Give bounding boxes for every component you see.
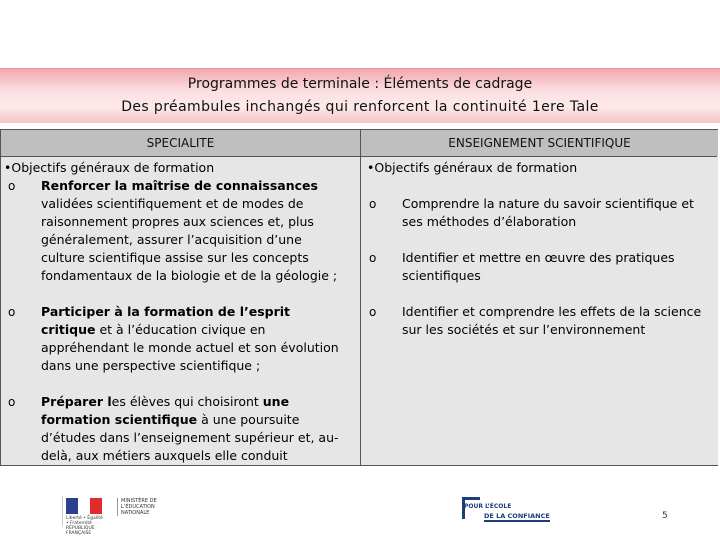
right-column-heading: •Objectifs généraux de formation <box>367 160 578 175</box>
item-lead-text: Préparer l <box>41 394 112 409</box>
item-body-text: es élèves qui choisiront <box>111 394 263 409</box>
page-title: Programmes de terminale : Éléments de cadrage <box>187 76 533 92</box>
page-subtitle: Des préambules inchangés qui renforcent la continuité 1ere Tale <box>121 99 599 115</box>
bullet-marker: o <box>8 305 16 319</box>
item-body-text: Identifier et comprendre les effets de la science sur les sociétés et sur l’environnement <box>402 304 702 337</box>
item-body-text: à une poursuite d’études dans l’enseignement supérieur et, au-delà, aux métiers auxquels elle conduit <box>41 412 339 463</box>
bullet-marker: o <box>369 251 377 265</box>
ministry-name: MINISTÈRE DE L’ÉDUCATION NATIONALE <box>117 498 165 516</box>
french-flag-icon <box>66 498 102 514</box>
item-body-text: validées scientifiquement et de modes de raisonnement propres aux sciences et, plus généralement, assurer l’acquisition d’une culture scientifique assise sur les concepts fondamentaux de la biologie et de la géologie ; <box>41 196 338 283</box>
header-specialite: SPECIALITE <box>1 130 360 156</box>
bullet-marker: o <box>369 305 377 319</box>
ecole-confiance-logo <box>462 497 552 525</box>
bullet-marker: o <box>8 395 16 409</box>
column-enseignement-scientifique <box>361 156 718 465</box>
item-lead-text: Renforcer la maîtrise de connaissances <box>41 178 318 193</box>
logo-line-1: POUR L’ÉCOLE <box>464 503 512 510</box>
left-column-heading: •Objectifs généraux de formation <box>4 160 215 175</box>
column-divider <box>360 130 361 465</box>
item-body-text: et à l’éducation civique en appréhendant le monde actuel et son évolution dans une perspective scientifique ; <box>41 322 339 373</box>
republique-caption: Liberté • Égalité • Fraternité RÉPUBLIQUE FRANÇAISE <box>66 516 103 536</box>
column-specialite <box>1 156 360 465</box>
logo-line-2: DE LA CONFIANCE <box>484 512 550 520</box>
header-enseignement-scientifique: ENSEIGNEMENT SCIENTIFIQUE <box>361 130 718 156</box>
item-body-text: Comprendre la nature du savoir scientifique et ses méthodes d’élaboration <box>402 196 694 229</box>
ministry-logo <box>62 496 161 536</box>
item-lead-text: Participer à la formation de l’esprit critique <box>41 304 291 337</box>
bullet-marker: o <box>8 179 16 193</box>
bullet-marker: o <box>369 197 377 211</box>
item-lead-text: une formation scientifique <box>41 394 290 427</box>
page-number: 5 <box>662 511 668 521</box>
header-divider <box>1 156 717 157</box>
objectives-table <box>0 129 718 466</box>
item-body-text: Identifier et mettre en œuvre des pratiques scientifiques <box>402 250 675 283</box>
